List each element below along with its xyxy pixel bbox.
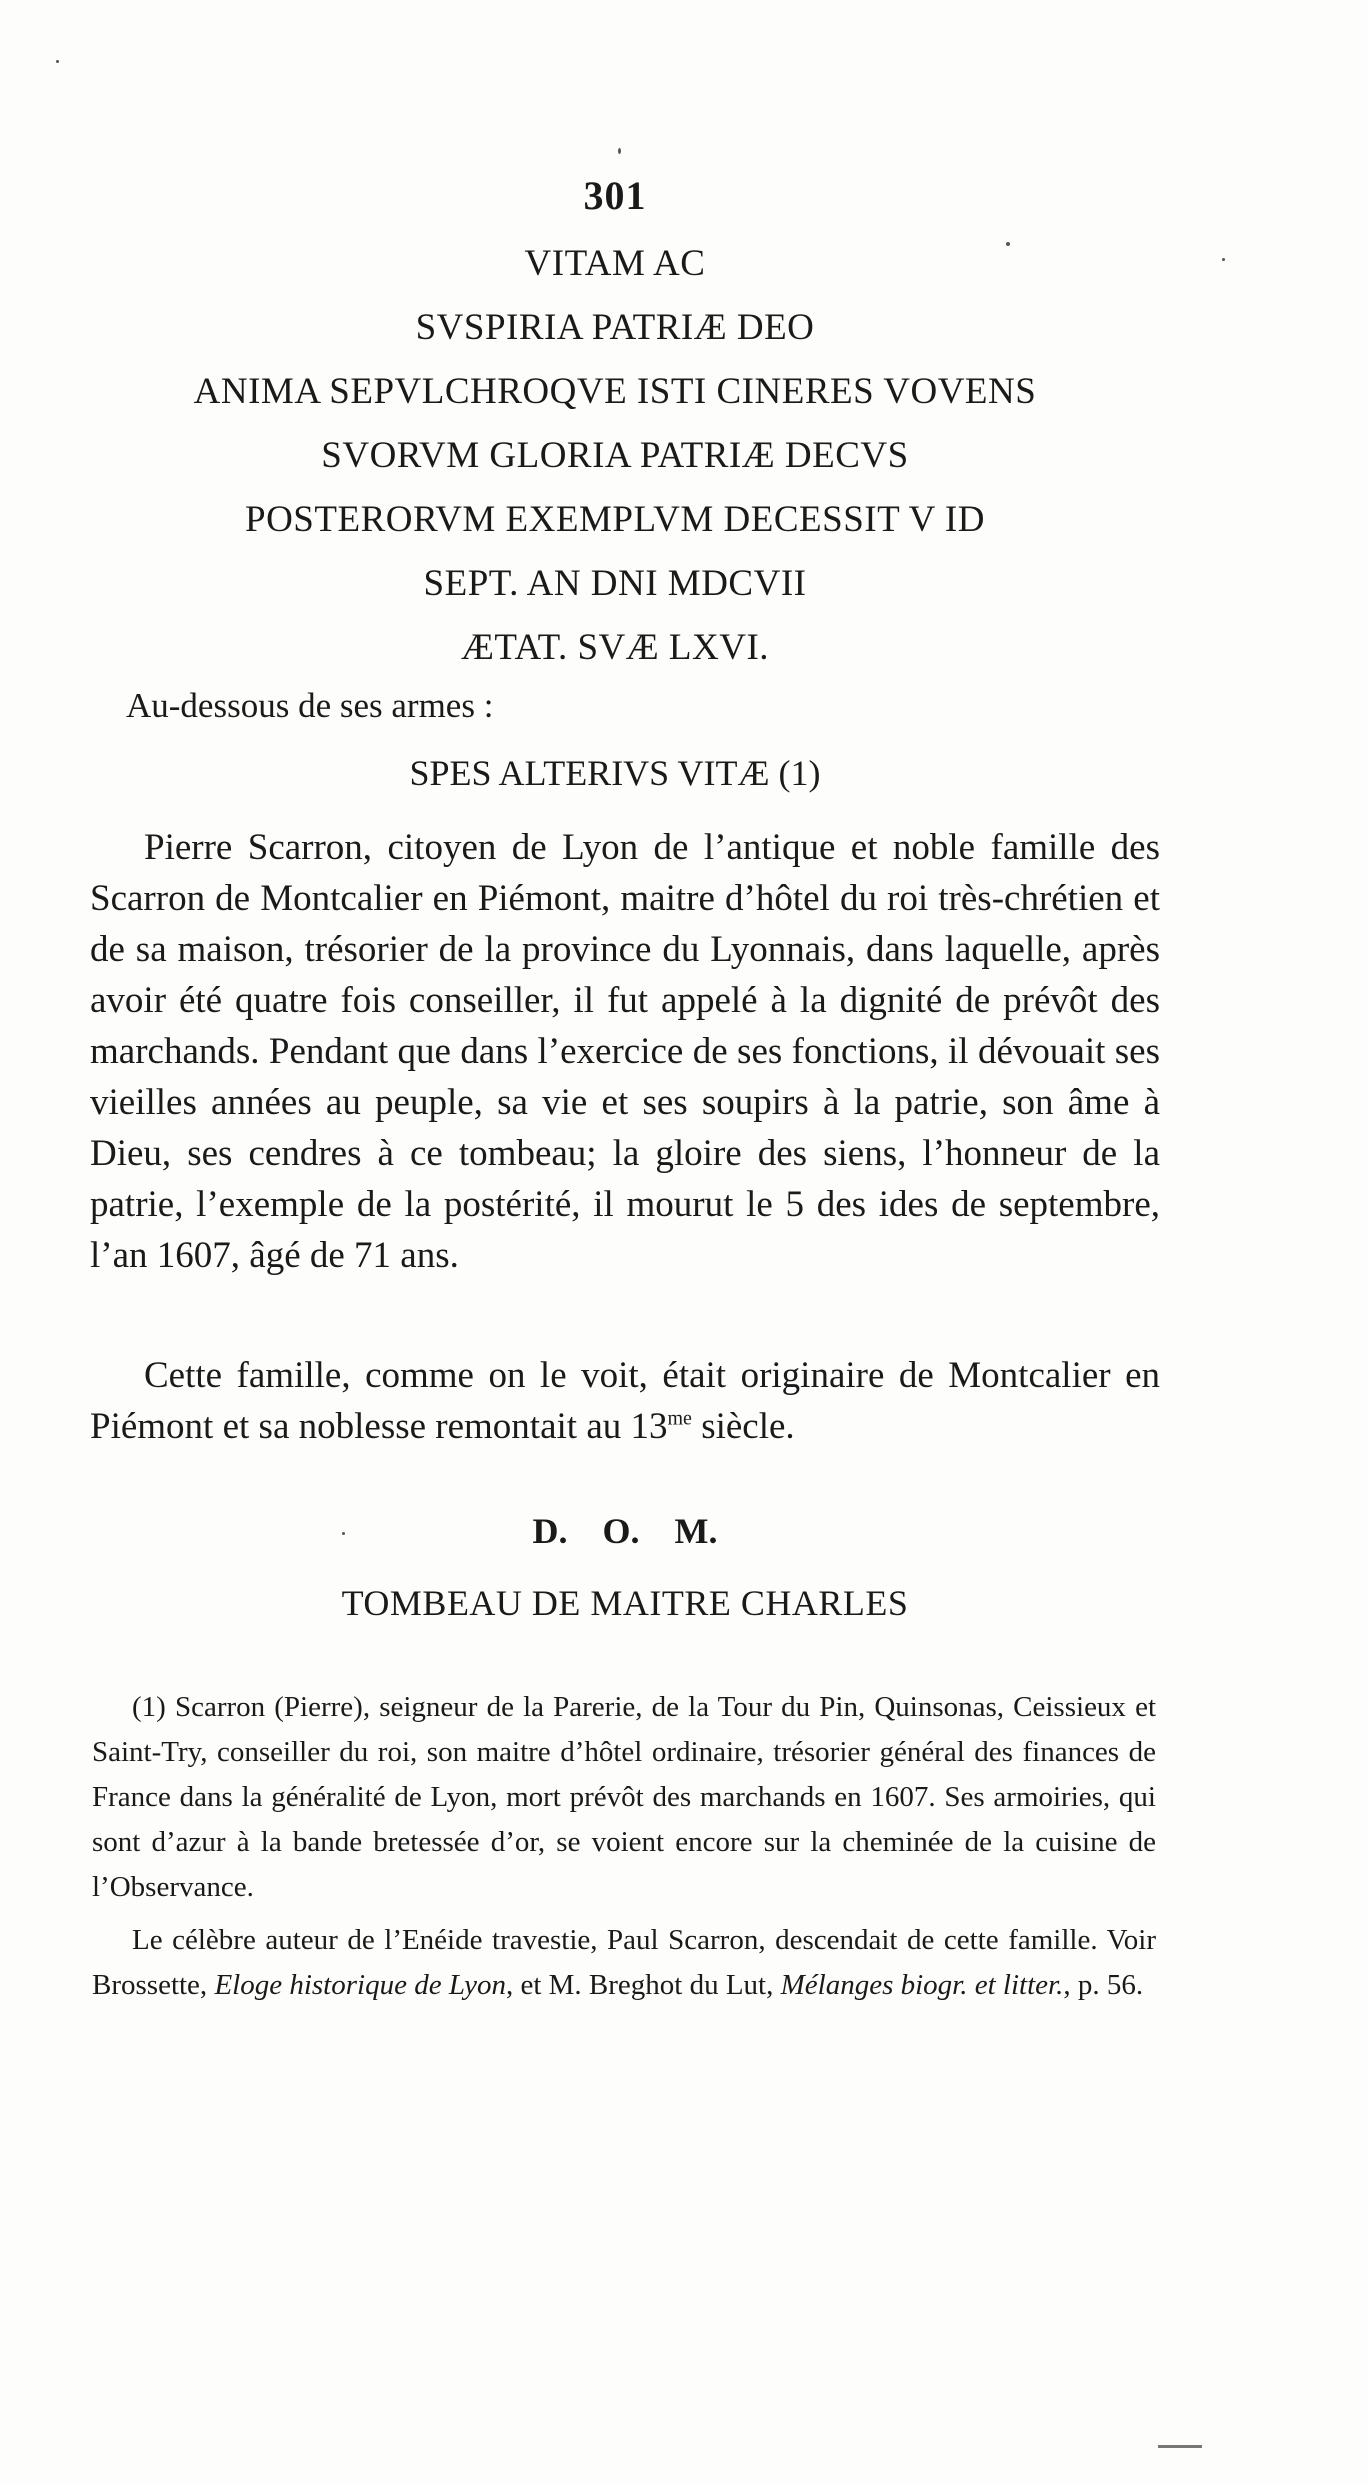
footnote-text: , p. 56. <box>1063 1969 1144 2001</box>
family-origin-paragraph <box>90 1350 1160 1452</box>
paper-speck <box>56 60 59 63</box>
paper-speck <box>342 1532 345 1535</box>
superscript: me <box>667 1407 692 1430</box>
epitaph-line: VITAM AC <box>524 243 706 284</box>
footnote-text: , et M. Breghot du Lut, <box>505 1969 781 2001</box>
epitaph-line: POSTERORVM EXEMPLVM DECESSIT V ID <box>245 499 985 540</box>
paragraph-text: Cette famille, comme on le voit, était originaire de Montcalier en Piémont et sa noblesse remontait au 13 <box>90 1355 1160 1447</box>
latin-epitaph <box>0 232 1230 680</box>
paper-speck <box>1222 258 1225 261</box>
paper-speck <box>1006 242 1010 246</box>
printer-mark <box>1158 2445 1202 2448</box>
book-title: Mélanges biogr. et litter. <box>780 1969 1064 2001</box>
epitaph-line: SVORVM GLORIA PATRIÆ DECVS <box>321 435 909 476</box>
page-number: 301 <box>583 173 647 218</box>
dom-heading: D. O. M. <box>532 1511 718 1551</box>
footnote-continuation <box>92 1918 1156 2008</box>
book-title: Eloge historique de Lyon <box>214 1969 506 2001</box>
epitaph-line: SVSPIRIA PATRIÆ DEO <box>415 307 815 348</box>
translation-paragraph: Pierre Scarron, citoyen de Lyon de l’antique et noble famille des Scarron de Montcalier en Piémont, maitre d’hôtel du roi très-chrétien et de sa maison, trésorier de la province du Lyonnais, dans laquelle, après avoir été quatre fois conseiller, il fut appelé à la dignité de prévôt des marchands. Pendant que dans l’exercice de ses fonctions, il dévouait ses vieilles années au peuple, sa vie et ses soupirs à la patrie, son âme à Dieu, ses cendres à ce tombeau; la gloire des siens, l’honneur de la patrie, l’exemple de la postérité, il mourut le 5 des ides de septembre, l’an 1607, âgé de 71 ans. <box>90 827 1160 1276</box>
paper-speck <box>618 148 621 154</box>
epitaph-line: SEPT. AN DNI MDCVII <box>423 563 807 604</box>
footnote-text: Le célèbre auteur de l’Enéide travestie, Paul Scarron, descendait de cette famille. Voir Brossette, <box>92 1924 1156 2001</box>
epitaph-line: ANIMA SEPVLCHROQVE ISTI CINERES VOVENS <box>193 371 1037 412</box>
section-title: TOMBEAU DE MAITRE CHARLES <box>341 1583 909 1623</box>
epitaph-line: ÆTAT. SVÆ LXVI. <box>460 627 770 668</box>
armes-label: Au-dessous de ses armes : <box>126 686 494 725</box>
footnote: (1) Scarron (Pierre), seigneur de la Parerie, de la Tour du Pin, Quinsonas, Ceissieux et Saint-Try, conseiller du roi, son maitre d’hôtel ordinaire, trésorier général des finances de France dans la généralité de Lyon, mort prévôt des marchands en 1607. Ses armoiries, qui sont d’azur à la bande bretessée d’or, se voient encore sur la cheminée de la cuisine de l’Observance. <box>92 1691 1156 1903</box>
motto: SPES ALTERIVS VITÆ (1) <box>409 753 821 793</box>
paragraph-text-end: siècle. <box>691 1406 795 1447</box>
